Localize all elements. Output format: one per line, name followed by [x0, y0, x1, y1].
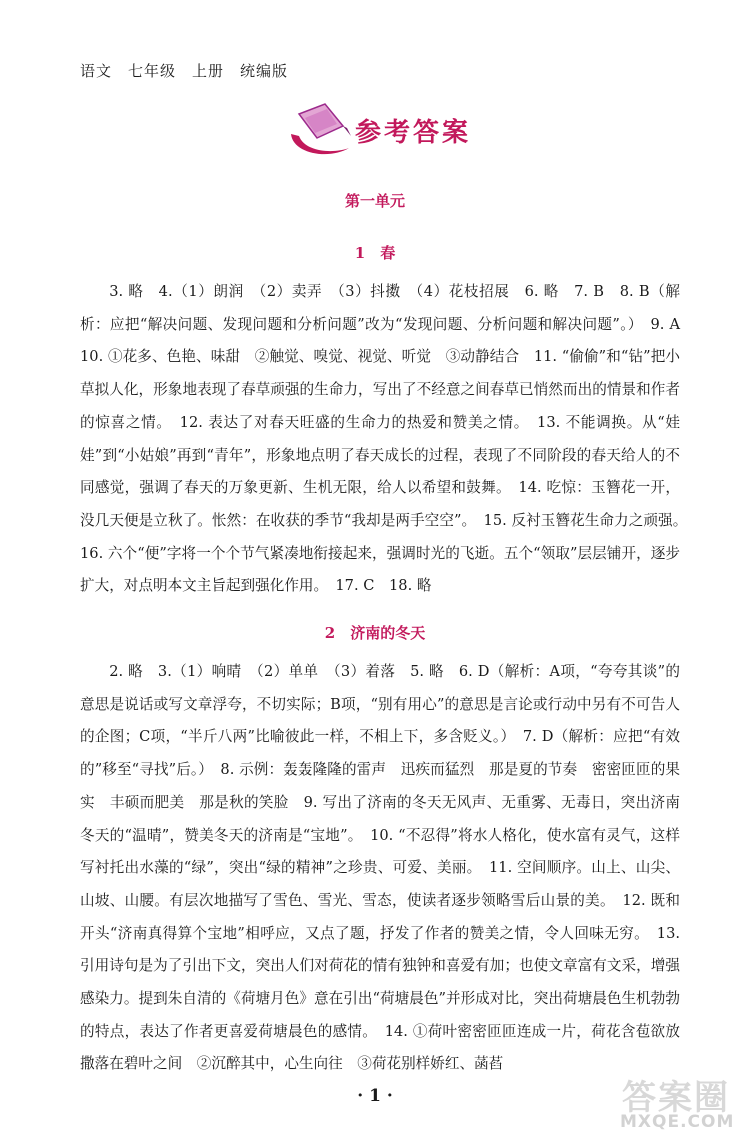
- pen-swoosh-icon: [285, 100, 365, 162]
- page-number: · 1 ·: [357, 1086, 393, 1106]
- lesson-1-answers: 3. 略 4.（1）朗润 （2）卖弄 （3）抖擞 （4）花枝招展 6. 略 7. B 8. B（解析：应把“解决问题、发现问题和分析问题”改为“发现问题、分析问题和解决问题”。） 9. A 10. ①花多、色艳、味甜 ②触觉、嗅觉、视觉、听觉 ③动静结合 11. “偷偷”和“钻”把小草拟人化，形象地表现了春草顽强的生命力，写出了不经意之间春草已悄然而出的情景和作者的惊喜之情。 12. 表达了对春天旺盛的生命力的热爱和赞美之情。 13. 不能调换。从“娃娃”到“小姑娘”再到“青年”，形象地点明了春天成长的过程，表现了不同阶段的春天给人的不同感觉，强调了春天的万象更新、生机无限，给人以希望和鼓舞。 14. 吃惊：玉簪花一开，没几天便是立秋了。怅然：在收获的季节“我却是两手空空”。 15. 反衬玉簪花生命力之顽强。 16. 六个“便”字将一个个节气紧凑地衔接起来，强调时光的飞逝。五个“领取”层层铺开，逐步扩大，对点明本文主旨起到强化作用。 17. C 18. 略: [80, 283, 695, 595]
- lesson-title-1: 1 春: [354, 244, 396, 262]
- unit-title: 第一单元: [344, 192, 405, 210]
- site-watermark: [612, 1070, 742, 1132]
- book-info-header: 语文 七年级 上册 统编版: [80, 62, 289, 80]
- banner-title: 参考答案: [355, 118, 472, 148]
- lesson-title-2: 2 济南的冬天: [324, 624, 426, 642]
- answer-banner: [285, 100, 495, 162]
- watermark-text: 答案圈: [622, 1078, 730, 1118]
- lesson-2-answers: 2. 略 3.（1）响晴 （2）单单 （3）着落 5. 略 6. D（解析：A项，“夸夸其谈”的意思是说话或写文章浮夸，不切实际；B项，“别有用心”的意思是言论或行动中另有不可告人的企图；C项，“半斤八两”比喻彼此一样，不相上下，多含贬义。） 7. D（解析：应把“有效的”移至“寻找”后。） 8. 示例：轰轰隆隆的雷声 迅疾而猛烈 那是夏的节奏 密密匝匝的果实 丰硕而肥美 那是秋的笑脸 9. 写出了济南的冬天无风声、无重雾、无毒日，突出济南冬天的“温晴”，赞美冬天的济南是“宝地”。 10. “不忍得”将水人格化，使水富有灵气，这样写衬托出水藻的“绿”，突出“绿的精神”之珍贵、可爱、美丽。 11. 空间顺序。山上、山尖、山坡、山腰。有层次地描写了雪色、雪光、雪态，使读者逐步领略雪后山景的美。 12. 既和开头“济南真得算个宝地”相呼应，又点了题，抒发了作者的赞美之情，令人回味无穷。 13. 引用诗句是为了引出下文，突出人们对荷花的情有独钟和喜爱有加；也使文章富有文采，增强感染力。提到朱自清的《荷塘月色》意在引出“荷塘晨色”并形成对比，突出荷塘晨色生机勃勃的特点，表达了作者更喜爱荷塘晨色的感情。 14. ①荷叶密密匝匝连成一片，荷花含苞欲放撒落在碧叶之间 ②沉醉其中，心生向往 ③荷花别样娇红、菡萏: [80, 663, 680, 1073]
- watermark-url: MXQE.COM: [620, 1112, 735, 1132]
